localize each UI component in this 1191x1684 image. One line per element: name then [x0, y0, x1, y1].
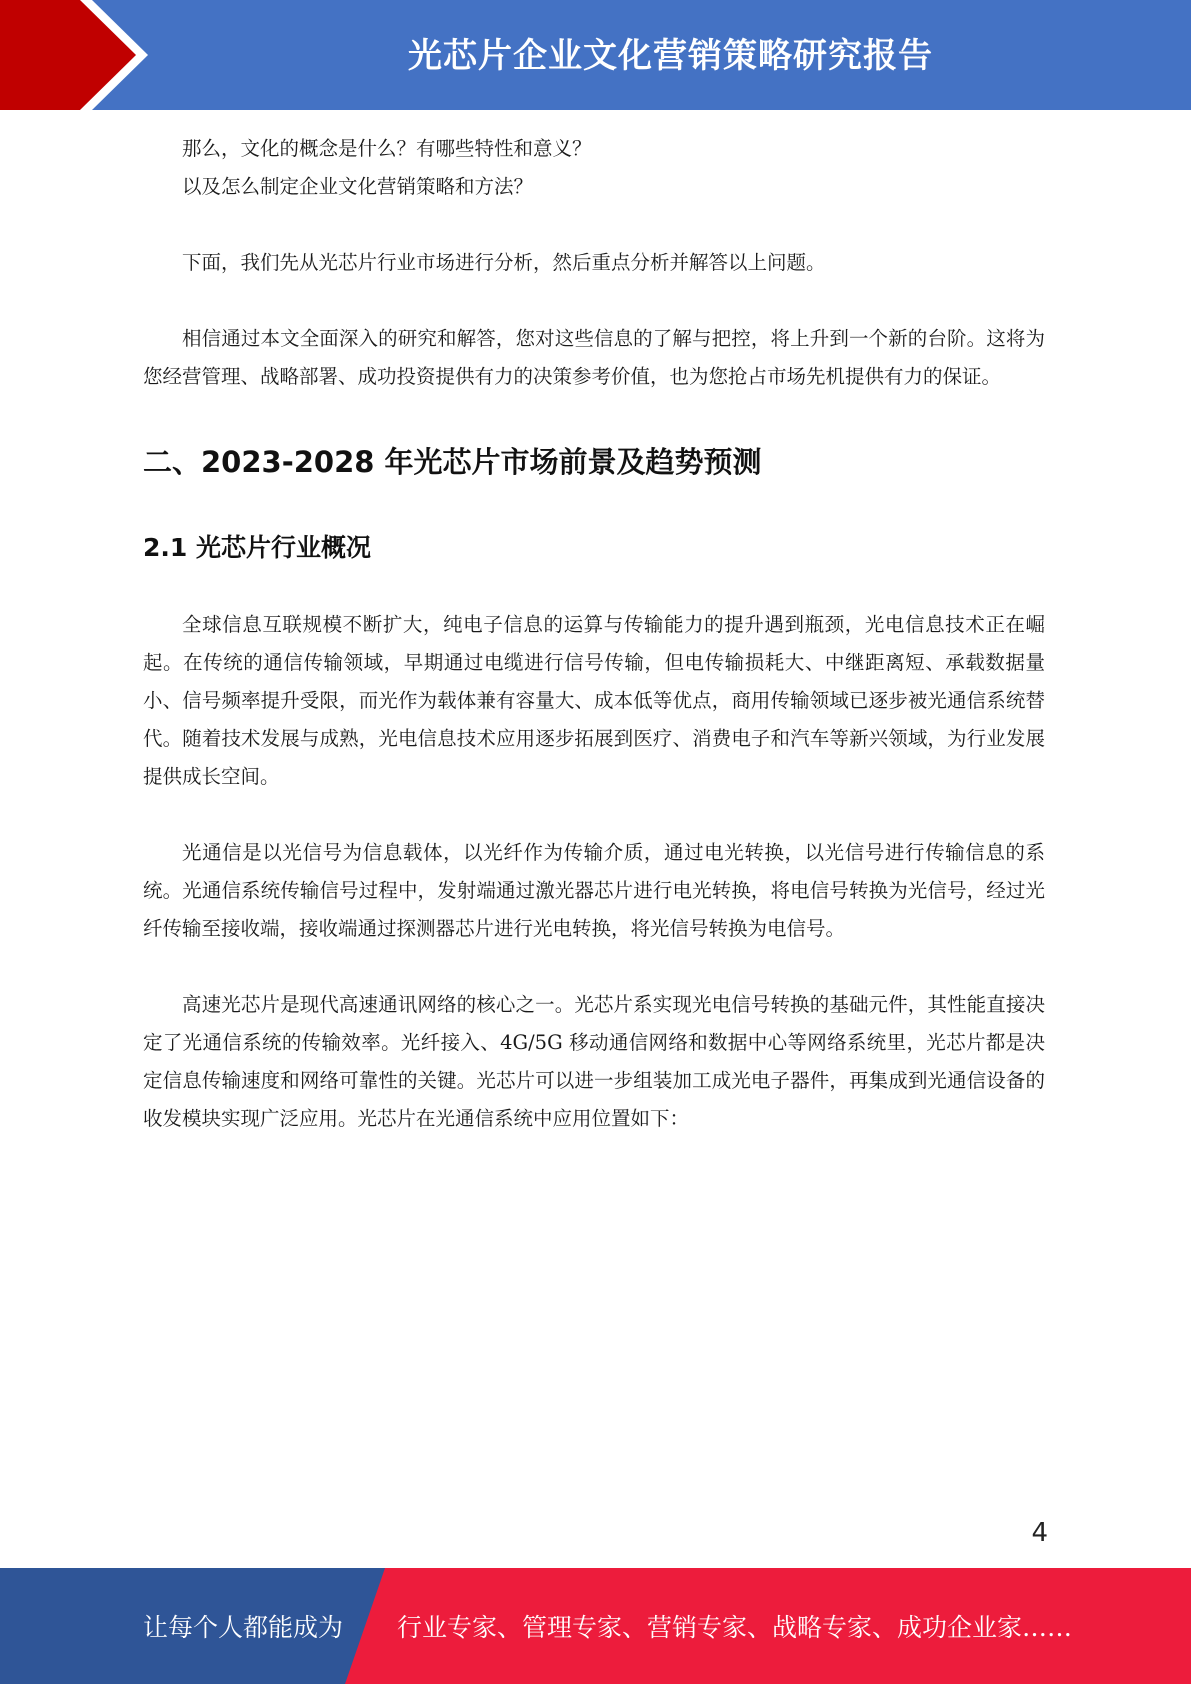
intro-question-2: 以及怎么制定企业文化营销策略和方法？	[182, 175, 534, 198]
header-title: 光芯片企业文化营销策略研究报告	[408, 35, 933, 76]
intro-question-1: 那么，文化的概念是什么？有哪些特性和意义？	[182, 137, 592, 160]
footer-slogan-right: 行业专家、管理专家、营销专家、战略专家、成功企业家……	[397, 1613, 1073, 1642]
footer-slogan-left: 让每个人都能成为	[143, 1613, 344, 1642]
document-body	[143, 130, 1045, 1138]
body-paragraph: 全球信息互联规模不断扩大，纯电子信息的运算与传输能力的提升遇到瓶颈，光电信息技术正在崛起。在传统的通信传输领域，早期通过电缆进行信号传输，但电传输损耗大、中继距离短、承载数据量小、信号频率提升受限，而光作为载体兼有容量大、成本低等优点，商用传输领域已逐步被光通信系统替代。随着技术发展与成熟，光电信息技术应用逐步拓展到医疗、消费电子和汽车等新兴领域，为行业发展提供成长空间。	[143, 613, 1045, 788]
intro-paragraph-1: 下面，我们先从光芯片行业市场进行分析，然后重点分析并解答以上问题。	[182, 251, 826, 274]
section-heading: 二、2023-2028 年光芯片市场前景及趋势预测	[143, 445, 762, 479]
page-footer	[0, 1568, 1191, 1684]
subsection-heading: 2.1 光芯片行业概况	[143, 533, 371, 562]
header-chevron-decoration	[0, 0, 160, 110]
intro-paragraph-2: 相信通过本文全面深入的研究和解答，您对这些信息的了解与把控，将上升到一个新的台阶。这将为您经营管理、战略部署、成功投资提供有力的决策参考价值，也为您抢占市场先机提供有力的保证。	[143, 327, 1045, 388]
page-number: 4	[1031, 1518, 1048, 1548]
body-paragraph: 光通信是以光信号为信息载体，以光纤作为传输介质，通过电光转换，以光信号进行传输信息的系统。光通信系统传输信号过程中，发射端通过激光器芯片进行电光转换，将电信号转换为光信号，经过光纤传输至接收端，接收端通过探测器芯片进行光电转换，将光信号转换为电信号。	[143, 841, 1045, 940]
body-paragraph: 高速光芯片是现代高速通讯网络的核心之一。光芯片系实现光电信号转换的基础元件，其性能直接决定了光通信系统的传输效率。光纤接入、4G/5G 移动通信网络和数据中心等网络系统里，光芯片都是决定信息传输速度和网络可靠性的关键。光芯片可以进一步组装加工成光电子器件，再集成到光通信设备的收发模块实现广泛应用。光芯片在光通信系统中应用位置如下：	[143, 993, 1045, 1130]
page-header	[0, 0, 1191, 110]
